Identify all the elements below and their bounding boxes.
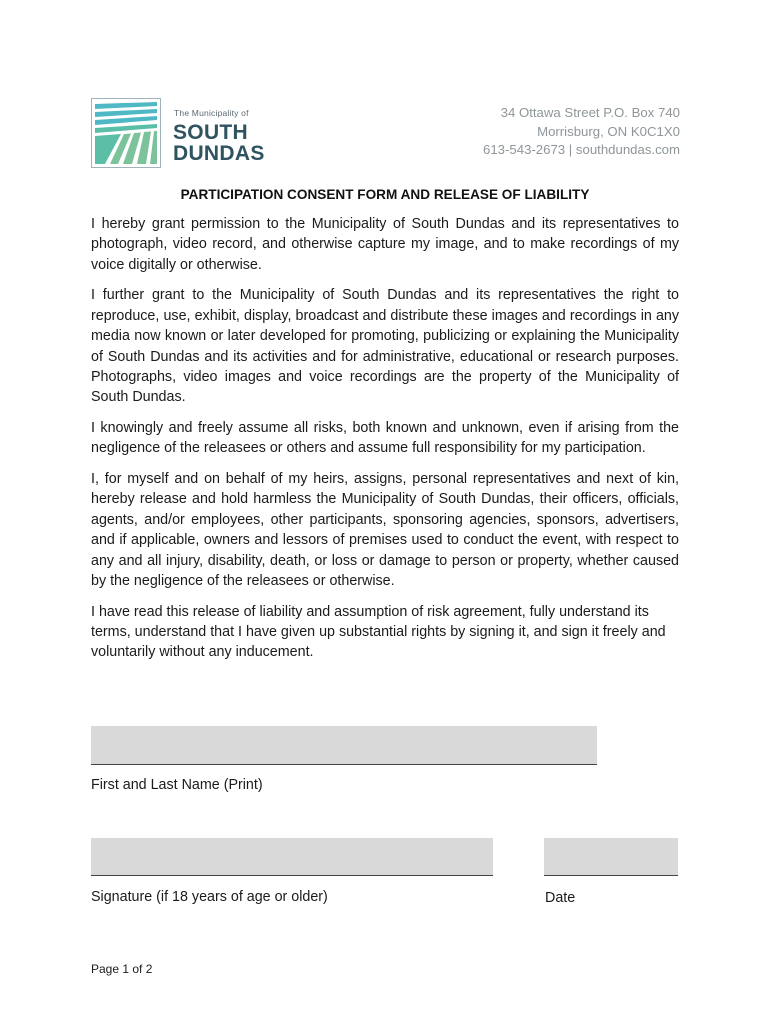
name-field[interactable] (91, 726, 597, 765)
logo-name-line2: DUNDAS (173, 142, 265, 165)
document-body (91, 214, 679, 673)
document-title: PARTICIPATION CONSENT FORM AND RELEASE OF LIABILITY (180, 187, 590, 202)
page-number: Page 1 of 2 (91, 962, 153, 976)
paragraph-release: I, for myself and on behalf of my heirs, assigns, personal representatives and next of kin, hereby release and hold harmless the Municipality of South Dundas, their officers, officials, agents, and/or employees, other participants, sponsoring agencies, sponsors, advertisers, and if applicable, owners and lessors of premises used to conduct the event, with respect to any and all injury, disability, death, or loss or damage to person or property, whether caused by the negligence of the releasees or otherwise. (91, 471, 679, 590)
municipality-logo (91, 98, 276, 168)
signature-field[interactable] (91, 838, 493, 876)
address-line-contact: 613-543-2673 | southdundas.com (483, 142, 680, 157)
paragraph-assume-risks: I knowingly and freely assume all risks, both known and unknown, even if arising from the negligence of the releasees or others and assume full responsibility for my participation. (91, 420, 679, 457)
signature-field-label: Signature (if 18 years of age or older) (91, 889, 328, 905)
paragraph-grant-permission: I hereby grant permission to the Municipality of South Dundas and its representatives to photograph, video record, and otherwise capture my image, and to make recordings of my voice digitally or otherwise. (91, 216, 679, 273)
address-line-city: Morrisburg, ON K0C1X0 (537, 123, 680, 139)
address-line-street: 34 Ottawa Street P.O. Box 740 (500, 105, 680, 120)
logo-name-line1: SOUTH (173, 121, 248, 144)
paragraph-acknowledgement: I have read this release of liability and assumption of risk agreement, fully understand its terms, understand that I have given up substantial rights by signing it, and sign it freely and voluntarily without any inducement. (91, 603, 666, 661)
date-field[interactable] (544, 838, 678, 876)
date-field-label: Date (545, 890, 576, 906)
name-field-label: First and Last Name (Print) (91, 777, 263, 793)
address-block (483, 104, 680, 160)
logo-small-text: The Municipality of (174, 108, 249, 118)
logo-name (173, 122, 265, 164)
paragraph-grant-rights: I further grant to the Municipality of South Dundas and its representatives the right to reproduce, use, exhibit, display, broadcast and distribute these images and recordings in any media now known or later developed for promoting, publicizing or explaining the Municipality of South Dundas and its activities and for administrative, educational or research purposes. Photographs, video images and voice recordings are the property of the Municipality of South Dundas. (91, 287, 679, 406)
striped-field-logo-icon (91, 98, 161, 168)
